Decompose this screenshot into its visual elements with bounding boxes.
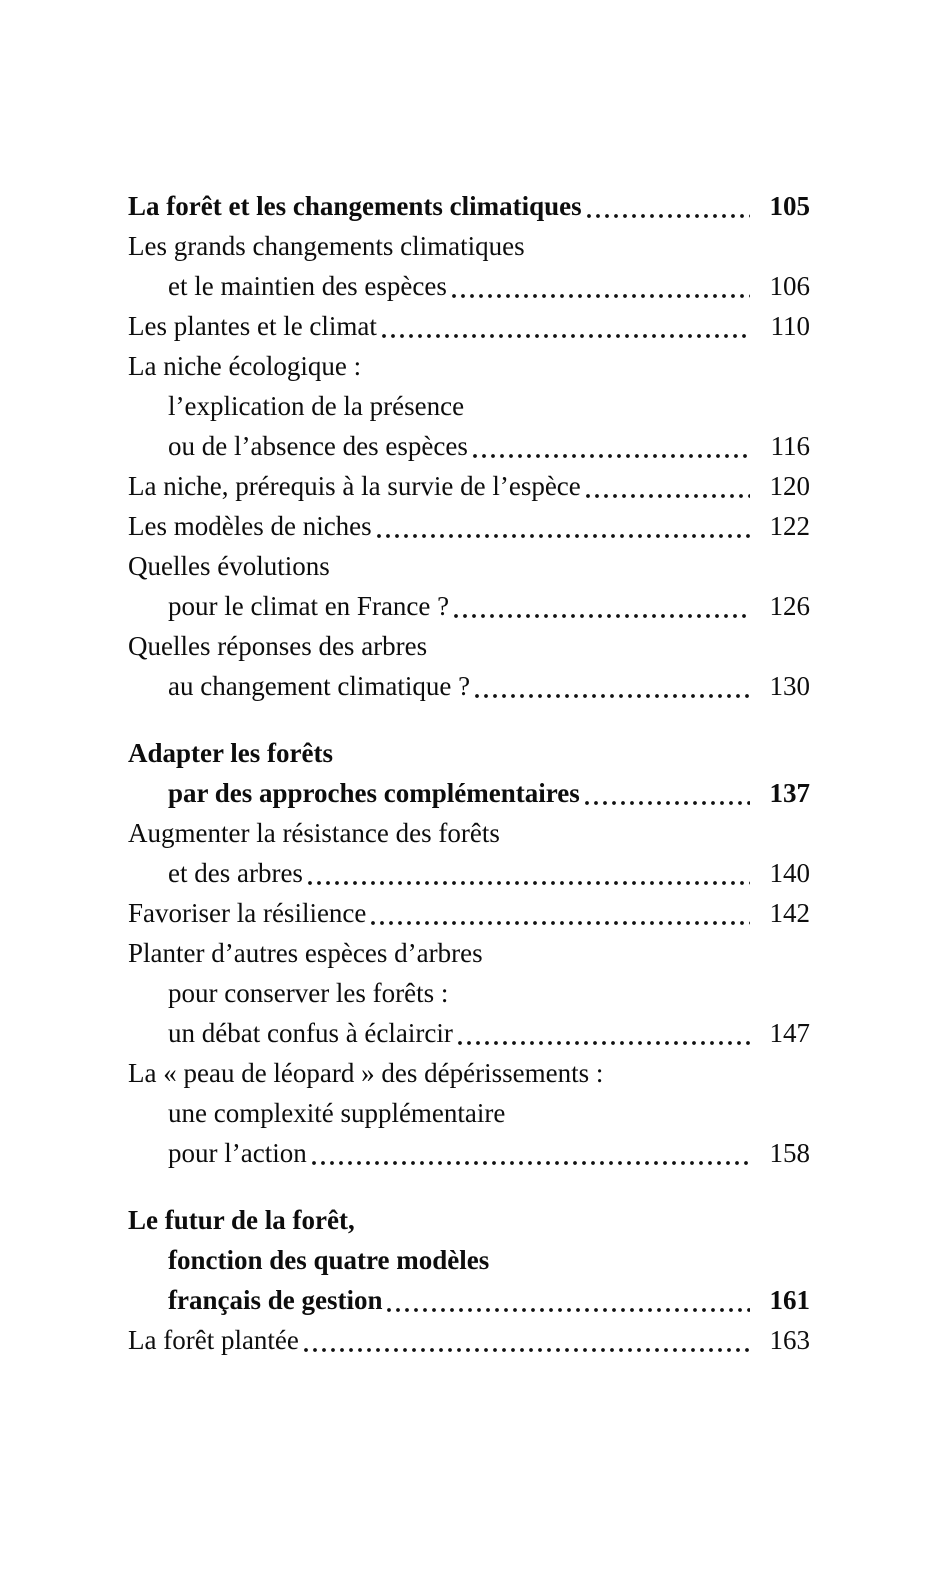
toc-entry-title: La niche écologique :: [128, 351, 362, 381]
toc-entry-title: Augmenter la résistance des forêts: [128, 818, 500, 848]
toc-entry-title: pour le climat en France ?: [168, 591, 450, 621]
toc-line: [128, 306, 810, 346]
toc-line: [128, 1013, 810, 1053]
toc-line: [128, 893, 810, 933]
dot-leader: [454, 614, 750, 618]
toc-entry: [128, 1320, 810, 1360]
dot-leader: [585, 801, 750, 805]
dot-leader: [452, 294, 750, 298]
page-number: 137: [769, 778, 810, 808]
dot-leader: [473, 454, 750, 458]
toc-entry: [128, 306, 810, 346]
toc-entry: [128, 506, 810, 546]
toc-line: [128, 973, 810, 1013]
table-of-contents: [128, 186, 810, 1360]
page-number: 161: [769, 1285, 810, 1315]
toc-line: [128, 1133, 810, 1173]
toc-line: [128, 466, 810, 506]
toc-line: [128, 386, 810, 426]
toc-entry-title: Les grands changements climatiques: [128, 231, 525, 261]
toc-entry-title: et le maintien des espèces: [168, 271, 447, 301]
toc-entry-title: fonction des quatre modèles: [168, 1245, 490, 1275]
dot-leader: [377, 534, 750, 538]
toc-line: [128, 186, 810, 226]
page-number: 140: [769, 858, 810, 888]
dot-leader: [312, 1161, 750, 1165]
page-number: 105: [769, 191, 810, 221]
toc-entry: [128, 813, 810, 893]
toc-entry-title: La « peau de léopard » des dépérissements :: [128, 1058, 604, 1088]
toc-line: [128, 853, 810, 893]
toc-entry-title: La niche, prérequis à la survie de l’espèce: [128, 471, 581, 501]
toc-line: [128, 1280, 810, 1320]
toc-entry: [128, 626, 810, 706]
page-number: 122: [769, 511, 810, 541]
toc-entry-title: La forêt plantée: [128, 1325, 299, 1355]
toc-entry-title: un débat confus à éclaircir: [168, 1018, 453, 1048]
toc-entry-title: Le futur de la forêt,: [128, 1205, 355, 1235]
toc-entry-title: Les modèles de niches: [128, 511, 372, 541]
toc-entry-title: et des arbres: [168, 858, 303, 888]
dot-leader: [371, 921, 750, 925]
toc-entry: [128, 733, 810, 813]
toc-entry: [128, 186, 810, 226]
page-number: 142: [769, 898, 810, 928]
dot-leader: [304, 1348, 750, 1352]
page-number: 120: [769, 471, 810, 501]
toc-entry-title: pour l’action: [168, 1138, 307, 1168]
dot-leader: [475, 694, 750, 698]
toc-entry: [128, 1053, 810, 1173]
toc-line: [128, 346, 810, 386]
toc-line: [128, 773, 810, 813]
dot-leader: [458, 1041, 750, 1045]
toc-entry: [128, 466, 810, 506]
toc-line: [128, 1093, 810, 1133]
dot-leader: [382, 334, 750, 338]
toc-entry-title: français de gestion: [168, 1285, 383, 1315]
toc-line: [128, 1053, 810, 1093]
page-number: 130: [769, 671, 810, 701]
page-number: 110: [770, 311, 810, 341]
toc-entry-title: l’explication de la présence: [168, 391, 465, 421]
toc-line: [128, 1240, 810, 1280]
toc-entry: [128, 226, 810, 306]
toc-entry: [128, 893, 810, 933]
toc-entry-title: Quelles réponses des arbres: [128, 631, 428, 661]
toc-entry-title: Favoriser la résilience: [128, 898, 367, 928]
toc-line: [128, 626, 810, 666]
page-number: 126: [769, 591, 810, 621]
toc-entry-title: Quelles évolutions: [128, 551, 330, 581]
toc-line: [128, 266, 810, 306]
toc-entry-title: Planter d’autres espèces d’arbres: [128, 938, 483, 968]
toc-entry: [128, 1200, 810, 1320]
page-number: 147: [769, 1018, 810, 1048]
dot-leader: [586, 494, 750, 498]
dot-leader: [387, 1308, 750, 1312]
toc-entry-title: ou de l’absence des espèces: [168, 431, 468, 461]
toc-line: [128, 666, 810, 706]
page-number: 106: [769, 271, 810, 301]
toc-line: [128, 933, 810, 973]
page-number: 116: [770, 431, 810, 461]
toc-entry-title: une complexité supplémentaire: [168, 1098, 506, 1128]
toc-line: [128, 226, 810, 266]
toc-entry-title: pour conserver les forêts :: [168, 978, 449, 1008]
toc-entry-title: La forêt et les changements climatiques: [128, 191, 582, 221]
toc-entry-title: Adapter les forêts: [128, 738, 333, 768]
toc-entry-title: au changement climatique ?: [168, 671, 471, 701]
toc-line: [128, 1200, 810, 1240]
dot-leader: [308, 881, 750, 885]
toc-line: [128, 1320, 810, 1360]
page-number: 158: [769, 1138, 810, 1168]
page-number: 163: [769, 1325, 810, 1355]
toc-line: [128, 586, 810, 626]
toc-line: [128, 813, 810, 853]
toc-line: [128, 426, 810, 466]
toc-entry-title: Les plantes et le climat: [128, 311, 377, 341]
toc-line: [128, 506, 810, 546]
toc-entry: [128, 346, 810, 466]
toc-entry: [128, 546, 810, 626]
toc-line: [128, 546, 810, 586]
dot-leader: [587, 214, 750, 218]
toc-entry-title: par des approches complémentaires: [168, 778, 580, 808]
toc-entry: [128, 933, 810, 1053]
toc-line: [128, 733, 810, 773]
